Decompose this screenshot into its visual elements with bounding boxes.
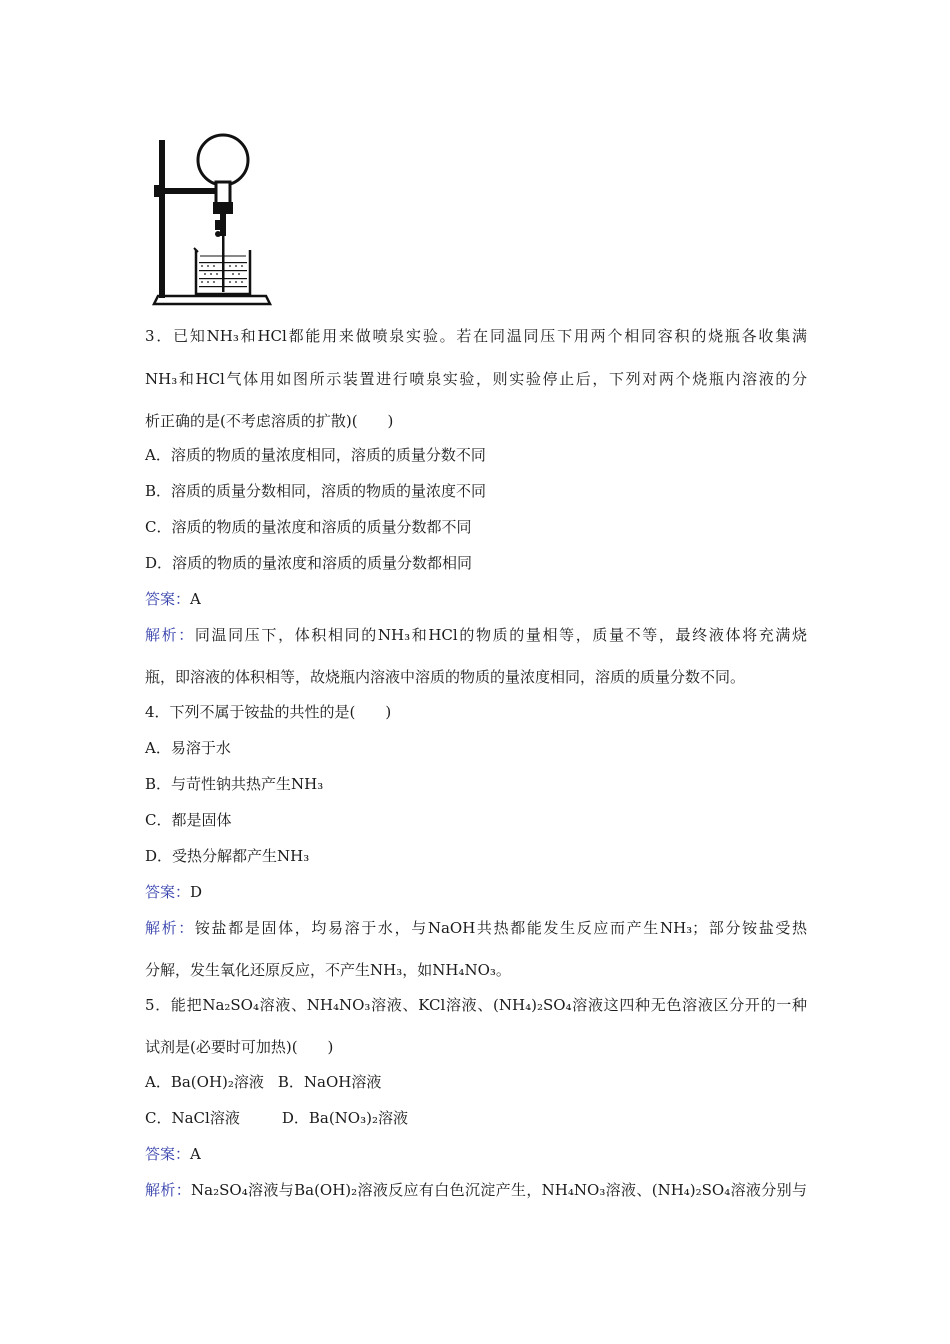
q4-stem: 4．下列不属于铵盐的共性的是( ) [145, 703, 392, 721]
q5-options-cd [145, 1108, 408, 1128]
answer-value: A [190, 1145, 201, 1163]
stand-base [154, 296, 270, 304]
round-flask [198, 135, 248, 185]
q3-option-a: A．溶质的物质的量浓度相同，溶质的质量分数不同 [145, 446, 486, 464]
q5-options-ab [145, 1072, 381, 1092]
fountain-experiment-apparatus [150, 132, 275, 312]
clamp-arm [158, 188, 220, 194]
answer-label: 答案： [145, 883, 191, 901]
stopper [213, 202, 233, 214]
analysis-label: 解析： [145, 626, 195, 644]
q3-stem-line-1: 3．已知NH₃和HCl都能用来做喷泉实验。若在同温同压下用两个相同容积的烧瓶各收集满 [145, 327, 807, 345]
q3-stem-line-2: NH₃和HCl气体用如图所示装置进行喷泉实验，则实验停止后，下列对两个烧瓶内溶液的分 [145, 370, 807, 388]
q3-analysis-line-2: 瓶，即溶液的体积相等，故烧瓶内溶液中溶质的物质的量浓度相同，溶质的质量分数不同。 [145, 668, 746, 686]
q5-answer [145, 1144, 201, 1164]
q3-option-c: C．溶质的物质的量浓度和溶质的质量分数都不同 [145, 518, 472, 536]
q4-option-a: A．易溶于水 [145, 739, 231, 757]
analysis-text: Na₂SO₄溶液与Ba(OH)₂溶液反应有白色沉淀产生，NH₄NO₃溶液、(NH₄)₂SO₄溶液分别与 [191, 1181, 807, 1199]
q5-option-a: A．Ba(OH)₂溶液 [145, 1073, 264, 1091]
analysis-text: 铵盐都是固体，均易溶于水，与NaOH共热都能发生反应而产生NH₃；部分铵盐受热 [194, 919, 807, 937]
q4-option-c: C．都是固体 [145, 811, 232, 829]
q3-analysis-line-1 [145, 625, 807, 645]
q5-stem-line-2: 试剂是(必要时可加热)( ) [145, 1038, 334, 1056]
q3-answer [145, 589, 201, 609]
flask-neck [216, 182, 230, 204]
q4-answer [145, 882, 202, 902]
analysis-label: 解析： [145, 1181, 192, 1199]
q4-option-d: D．受热分解都产生NH₃ [145, 847, 310, 865]
q5-option-d: D．Ba(NO₃)₂溶液 [281, 1109, 408, 1127]
q5-option-c: C．NaCl溶液 [145, 1109, 240, 1127]
q3-option-d: D．溶质的物质的量浓度和溶质的质量分数都相同 [145, 554, 473, 572]
glass-tube [220, 214, 226, 236]
answer-value: D [190, 883, 203, 901]
q3-option-b: B．溶质的质量分数相同，溶质的物质的量浓度不同 [145, 482, 487, 500]
answer-value: A [190, 590, 201, 608]
answer-label: 答案： [145, 590, 191, 608]
q4-analysis-line-2: 分解，发生氧化还原反应，不产生NH₃，如NH₄NO₃。 [145, 961, 511, 979]
q5-stem-line-1: 5．能把Na₂SO₄溶液、NH₄NO₃溶液、KCl溶液、(NH₄)₂SO₄溶液这四种无色溶液区分开的一种 [145, 996, 807, 1014]
q5-analysis-line-1 [145, 1180, 807, 1200]
q4-analysis-line-1 [145, 918, 807, 938]
analysis-text: 同温同压下，体积相同的NH₃和HCl的物质的量相等，质量不等，最终液体将充满烧 [194, 626, 807, 644]
q4-option-b: B．与苛性钠共热产生NH₃ [145, 775, 324, 793]
analysis-label: 解析： [145, 919, 195, 937]
answer-label: 答案： [145, 1145, 191, 1163]
stand-rod [159, 140, 165, 298]
q3-stem-line-3: 析正确的是(不考虑溶质的扩散)( ) [145, 412, 394, 430]
q5-option-b: B．NaOH溶液 [277, 1073, 382, 1091]
